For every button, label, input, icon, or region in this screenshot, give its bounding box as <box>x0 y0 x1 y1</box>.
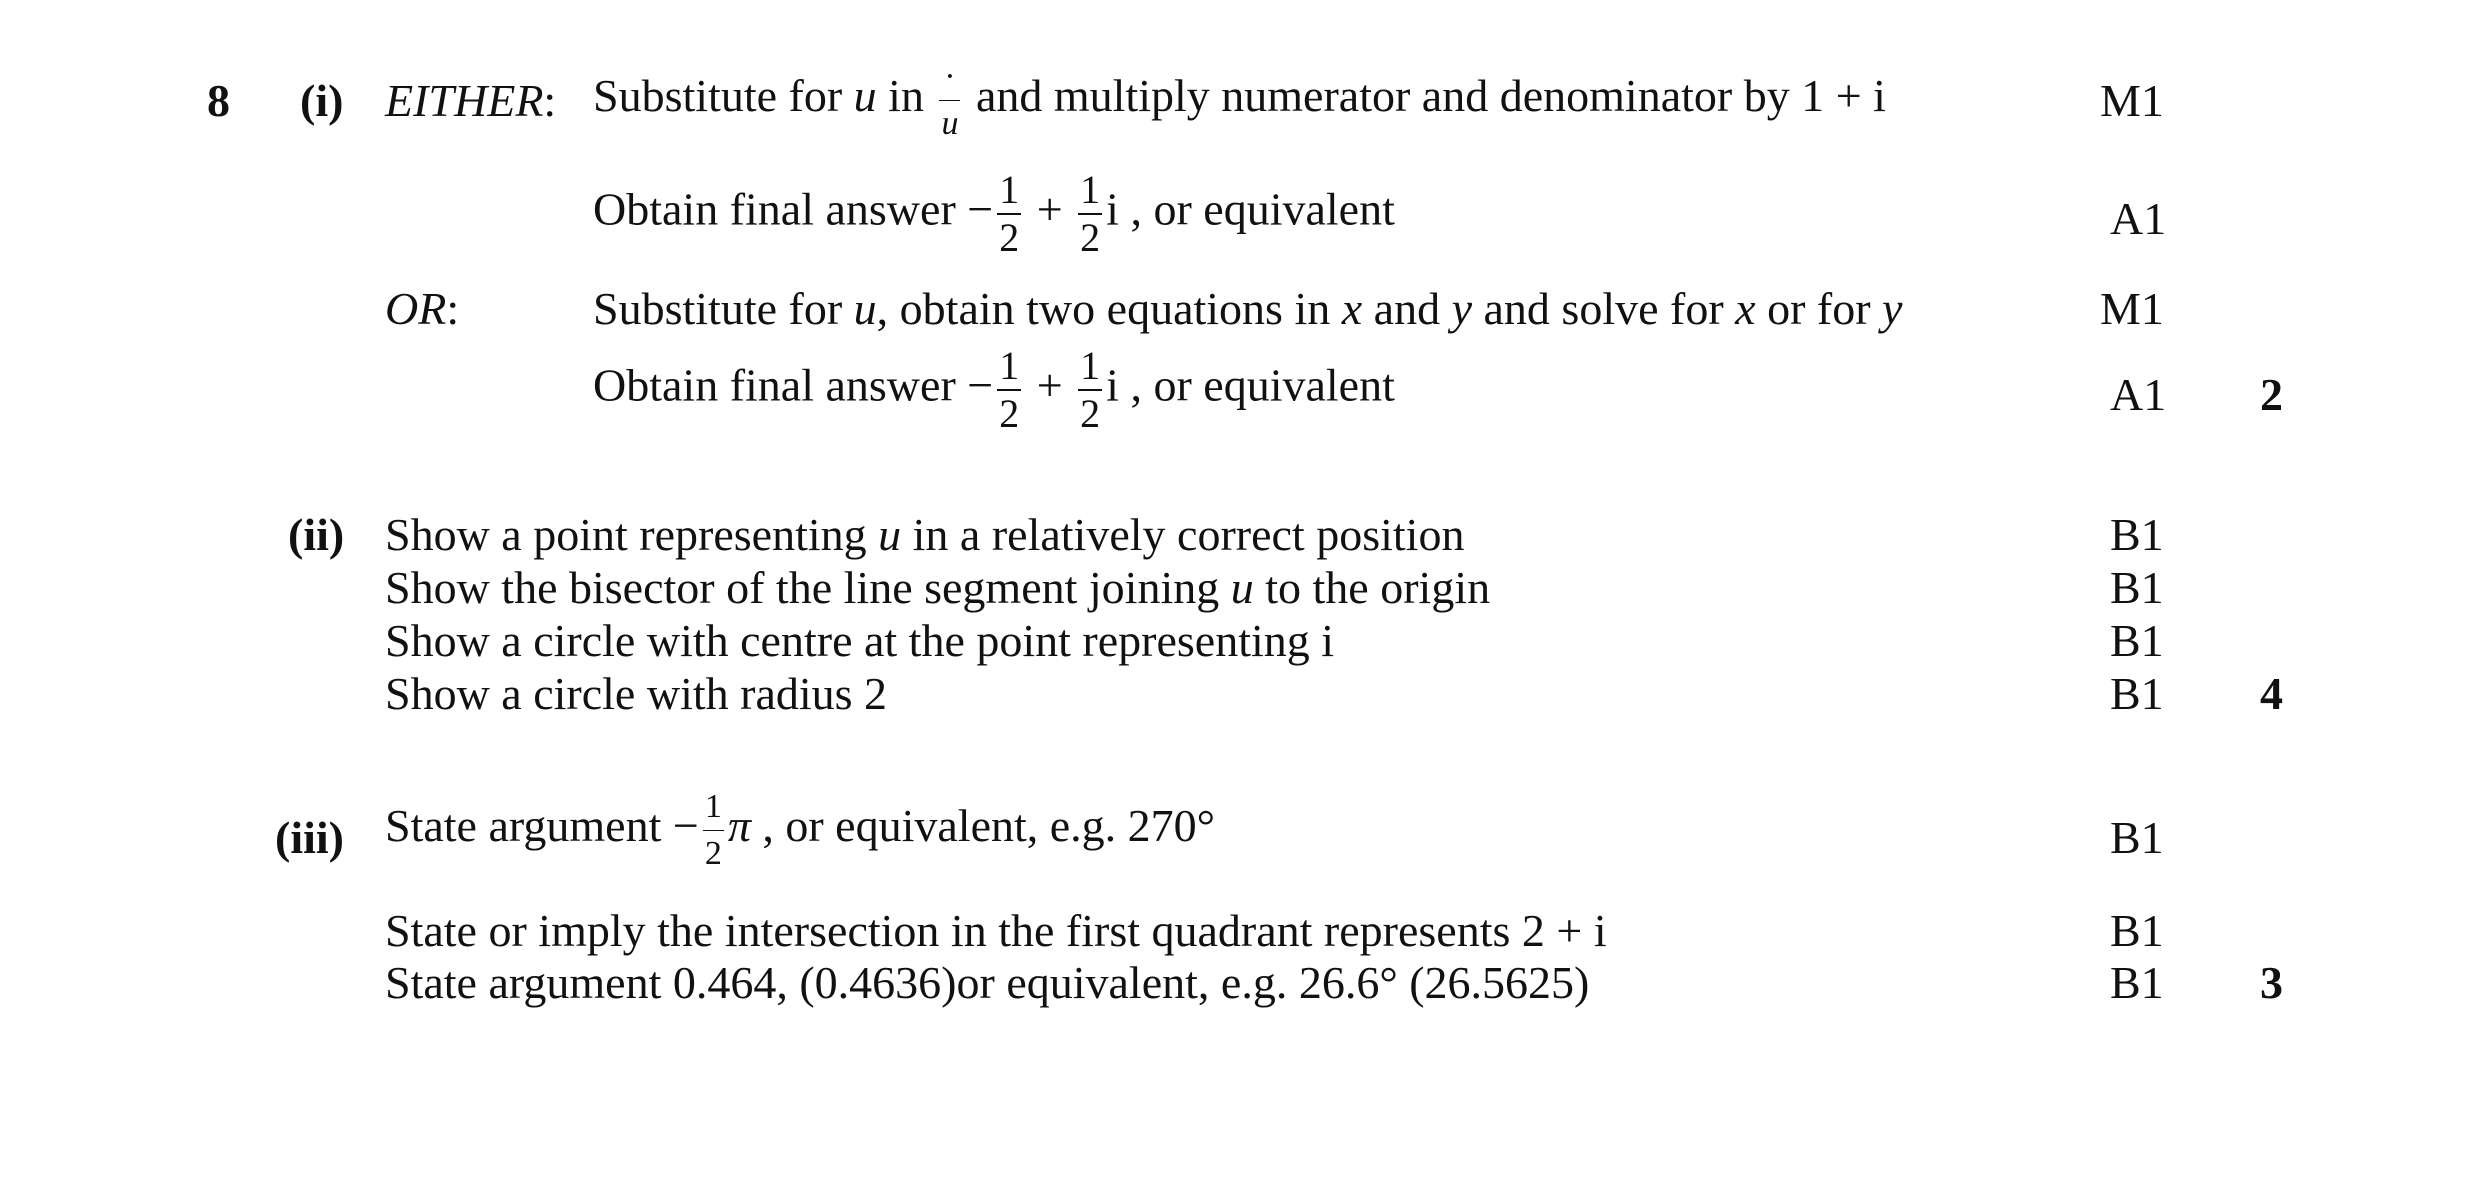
part-i-total: 2 <box>2260 369 2283 420</box>
part-ii-line2-mark: B1 <box>2110 562 2164 613</box>
part-ii-line4: Show a circle with radius 2 <box>385 668 888 719</box>
either-label: EITHER: <box>385 75 557 126</box>
part-iii-line3: State argument 0.464, (0.4636)or equivalent, e.g. 26.6° (26.5625) <box>385 957 1590 1008</box>
part-iii-line3-mark: B1 <box>2110 957 2164 1008</box>
part-ii-line3-mark: B1 <box>2110 615 2164 666</box>
part-i-line1: Substitute for u in $\frac{\cdot}{u}$ and multiply numerator and denominator by 1 + i <box>593 58 1886 142</box>
part-i-line2: Obtain final answer − $\frac{1}{2}$ + $\frac{1}{2}$ i , or equivalent <box>593 167 1395 260</box>
part-iii-line2: State or imply the intersection in the first quadrant represents 2 + i <box>385 905 1607 956</box>
part-i-line2-mark: A1 <box>2110 193 2167 244</box>
part-iii-label: (iii) <box>275 812 344 863</box>
part-iii-line1-mark: B1 <box>2110 812 2164 863</box>
fraction-half: $\frac{1}{2}$ <box>1080 343 1101 436</box>
part-ii-label: (ii) <box>288 509 345 560</box>
fraction-half: $\frac{1}{2}$ <box>999 343 1020 436</box>
part-i-line3: Substitute for u, obtain two equations in x and y and solve for x or for y <box>593 283 1903 334</box>
part-i-line4: Obtain final answer − $\frac{1}{2}$ + $\frac{1}{2}$ i , or equivalent <box>593 343 1395 436</box>
part-ii-line3: Show a circle with centre at the point representing i <box>385 615 1335 666</box>
fraction-1-over-u: $\frac{\cdot}{u}$ <box>941 58 959 142</box>
part-ii-total: 4 <box>2260 668 2283 719</box>
part-i-line4-mark: A1 <box>2110 369 2167 420</box>
fraction-half-small: $\frac{1}{2}$ <box>704 788 722 872</box>
part-iii-line2-mark: B1 <box>2110 905 2164 956</box>
fraction-half: $\frac{1}{2}$ <box>1080 167 1101 260</box>
part-ii-line1: Show a point representing u in a relatively correct position <box>385 509 1465 560</box>
part-i-line3-mark: M1 <box>2100 283 2164 334</box>
question-number: 8 <box>207 75 230 126</box>
part-iii-total: 3 <box>2260 957 2283 1008</box>
fraction-half: $\frac{1}{2}$ <box>999 167 1020 260</box>
part-ii-line4-mark: B1 <box>2110 668 2164 719</box>
part-i-line1-mark: M1 <box>2100 75 2164 126</box>
part-iii-line1: State argument − $\frac{1}{2}$ π , or equivalent, e.g. 270° <box>385 788 1216 872</box>
part-ii-line2: Show the bisector of the line segment joining u to the origin <box>385 562 1491 613</box>
part-ii-line1-mark: B1 <box>2110 509 2164 560</box>
part-i-label: (i) <box>300 75 344 126</box>
or-label: OR: <box>385 283 460 334</box>
